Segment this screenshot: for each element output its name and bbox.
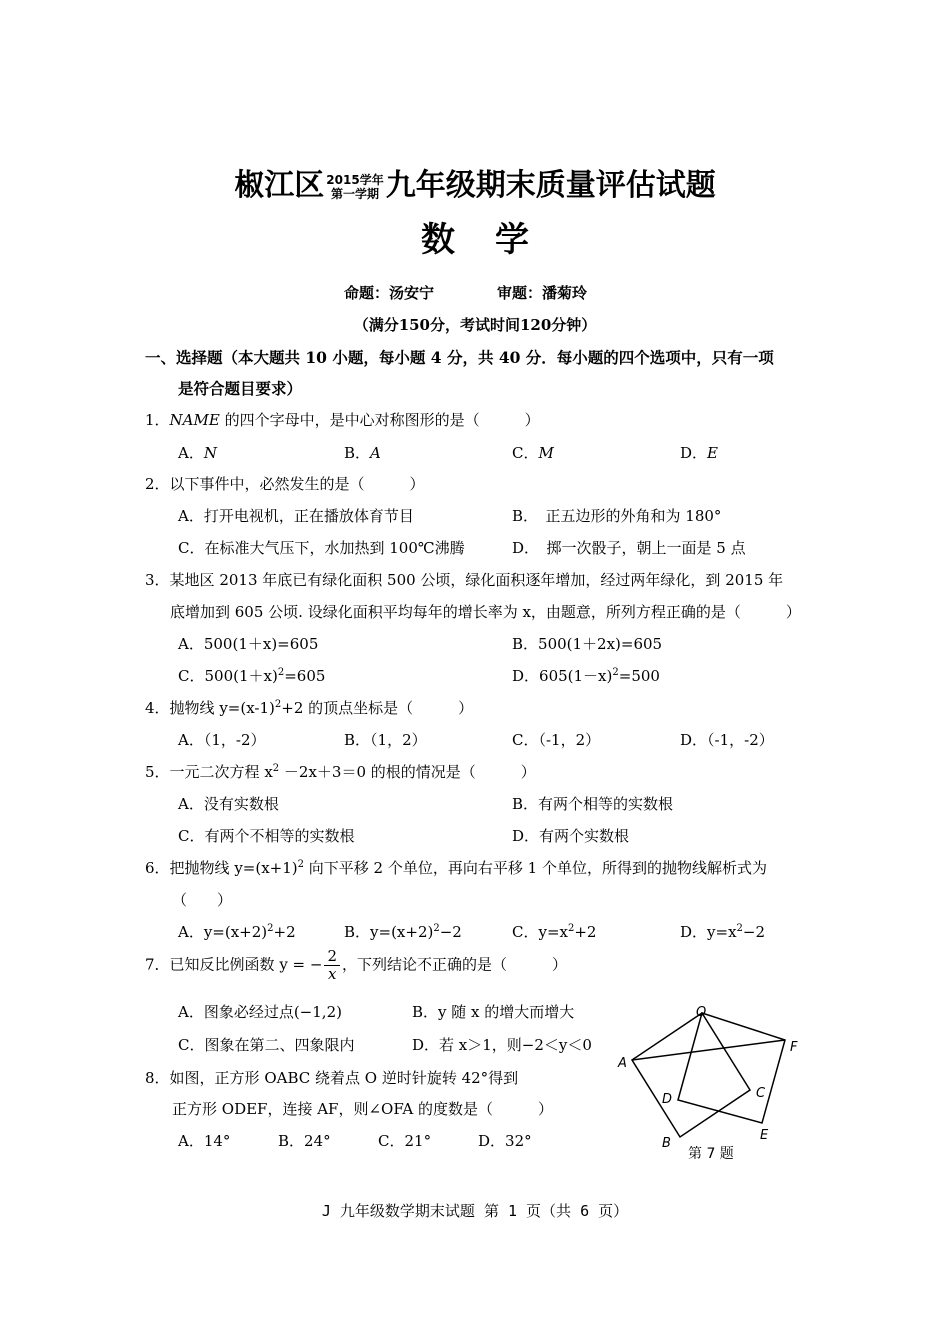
q2-option-d[interactable]: D． 掷一次骰子，朝上一面是 5 点	[512, 539, 746, 557]
q5-option-c[interactable]: C．有两个不相等的实数根	[178, 827, 355, 845]
option-text: D．y=x	[680, 923, 737, 941]
q8-option-c[interactable]: C．21°	[378, 1132, 432, 1150]
fraction-numerator: 2	[324, 948, 340, 966]
q2-option-a[interactable]: A．打开电视机，正在播放体育节目	[178, 507, 414, 525]
q3-text: 某地区 2013 年底已有绿化面积 500 公顷，绿化面积逐年增加，经过两年绿化，到 2015 年	[169, 571, 784, 589]
option-text: =500	[618, 667, 660, 685]
exponent: 2	[277, 667, 285, 678]
q5-number: 5．	[145, 763, 170, 781]
q7-stem	[145, 948, 567, 983]
q2-number: 2．	[145, 475, 170, 493]
option-letter: B．	[344, 444, 371, 462]
q6-number: 6．	[145, 859, 170, 877]
segment-af	[632, 1040, 785, 1060]
exponent: 2	[736, 923, 743, 934]
square-odef	[678, 1013, 785, 1123]
q7-option-c[interactable]: C．图象在第二、四象限内	[178, 1036, 355, 1054]
q4-option-a[interactable]: A．（1，-2）	[178, 731, 266, 749]
square-oabc	[632, 1013, 750, 1137]
q1-option-c[interactable]	[512, 442, 554, 463]
q5-option-a[interactable]: A．没有实数根	[178, 795, 279, 813]
figure-caption: 第 7 题	[688, 1146, 734, 1162]
q3-stem-line1	[145, 569, 783, 590]
option-value: A	[370, 444, 381, 462]
option-letter: D．	[680, 444, 708, 462]
exponent: 2	[274, 699, 282, 710]
q5-text: 一元二次方程 x	[169, 763, 273, 781]
q7-text: 已知反比例函数 y = −	[169, 955, 323, 974]
q7-number: 7．	[145, 955, 170, 974]
label-a: A	[618, 1056, 627, 1071]
term-stack	[326, 173, 383, 201]
exam-info: （满分150分，考试时间120分钟）	[353, 316, 597, 334]
fraction	[324, 948, 340, 983]
subject-title: 数学	[421, 220, 569, 260]
q8-number: 8．	[145, 1069, 170, 1087]
option-text: −2	[439, 923, 462, 941]
q1-option-d[interactable]	[680, 442, 718, 463]
q6-option-c[interactable]	[512, 921, 596, 942]
q3-option-c[interactable]	[178, 665, 325, 686]
exponent: 2	[567, 923, 575, 934]
q1-text: 的四个字母中，是中心对称图形的是（ ）	[219, 411, 540, 429]
option-letter: C．	[512, 444, 539, 462]
q8-stem-line2: 正方形 ODEF，连接 AF，则∠OFA 的度数是（ ）	[172, 1100, 554, 1118]
label-d: D	[662, 1092, 673, 1107]
q4-number: 4．	[145, 699, 170, 717]
label-f: F	[790, 1040, 798, 1055]
q6-option-d[interactable]	[680, 921, 765, 942]
label-b: B	[662, 1136, 671, 1151]
exam-title	[0, 160, 950, 204]
district-name: 椒江区	[234, 168, 325, 203]
q8-text: 如图，正方形 OABC 绕着点 O 逆时针旋转 42°得到	[169, 1069, 519, 1087]
option-text: +2	[574, 923, 597, 941]
q3-number: 3．	[145, 571, 170, 589]
author-label: 命题：汤安宁	[344, 284, 435, 302]
q6-text: 向下平移 2 个单位，再向右平移 1 个单位，所得到的抛物线解析式为	[304, 859, 767, 877]
q3-option-b[interactable]: B．500(1＋2x)=605	[512, 635, 663, 653]
exponent: 2	[297, 859, 305, 870]
q5-text: －2x＋3＝0 的根的情况是（ ）	[279, 763, 536, 781]
section-heading-line2: 是符合题目要求）	[178, 379, 303, 398]
q8-option-b[interactable]: B．24°	[278, 1132, 331, 1150]
option-value: E	[707, 444, 718, 462]
q7-option-b[interactable]: B．y 随 x 的增大而增大	[412, 1003, 575, 1021]
q2-stem	[145, 473, 425, 494]
q5-option-d[interactable]: D．有两个实数根	[512, 827, 630, 845]
q4-text: +2 的顶点坐标是（ ）	[281, 699, 474, 717]
option-text: C．y=x	[512, 923, 568, 941]
exponent: 2	[272, 763, 280, 774]
q8-option-d[interactable]: D．32°	[478, 1132, 532, 1150]
q4-option-c[interactable]: C．（-1，2）	[512, 731, 601, 749]
option-text: B．y=(x+2)	[344, 923, 434, 941]
q8-option-a[interactable]: A．14°	[178, 1132, 231, 1150]
option-text: =605	[284, 667, 326, 685]
fraction-denominator: x	[328, 965, 337, 983]
q4-option-d[interactable]: D．（-1，-2）	[680, 731, 774, 749]
exponent: 2	[433, 923, 440, 934]
q2-option-c[interactable]: C．在标准大气压下，水加热到 100℃沸腾	[178, 539, 465, 557]
option-letter: A．	[178, 444, 204, 462]
q4-option-b[interactable]: B．（1，2）	[344, 731, 427, 749]
q3-option-d[interactable]	[512, 665, 660, 686]
label-e: E	[760, 1128, 769, 1143]
reviewer-label: 审题：潘菊玲	[497, 284, 588, 302]
q1-number: 1．	[145, 411, 170, 429]
option-text: A．y=(x+2)	[178, 923, 268, 941]
q5-option-b[interactable]: B．有两个相等的实数根	[512, 795, 674, 813]
q1-option-a[interactable]	[178, 442, 217, 463]
option-text: −2	[742, 923, 766, 941]
q1-word: NAME	[169, 411, 220, 429]
exam-name: 九年级期末质量评估试题	[385, 168, 716, 203]
q8-stem-line1	[145, 1067, 518, 1088]
q6-stem	[145, 857, 767, 878]
option-value: M	[538, 444, 554, 462]
option-text: D．605(1－x)	[512, 667, 613, 685]
q1-option-b[interactable]	[344, 442, 381, 463]
exponent: 2	[267, 923, 274, 934]
q7-option-d[interactable]: D．若 x＞1，则−2＜y＜0	[412, 1036, 592, 1054]
label-c: C	[756, 1086, 766, 1101]
section-heading-line1: 一、选择题（本大题共 10 小题，每小题 4 分，共 40 分．每小题的四个选项中，只有一项	[145, 348, 774, 367]
option-text: +2	[273, 923, 296, 941]
q2-option-b[interactable]: B． 正五边形的外角和为 180°	[512, 507, 722, 525]
q6-answer-paren: （ ）	[172, 891, 233, 909]
page-footer: J 九年级数学期末试题 第 1 页（共 6 页）	[321, 1202, 629, 1220]
option-text: C．500(1＋x)	[178, 667, 278, 685]
q4-text: 抛物线 y=(x-1)	[169, 699, 275, 717]
q3-option-a[interactable]: A．500(1＋x)=605	[178, 635, 319, 653]
q3-stem-line2: 底增加到 605 公顷. 设绿化面积平均每年的增长率为 x，由题意，所列方程正确的是（ ）	[170, 603, 801, 621]
q2-text: 以下事件中，必然发生的是（ ）	[169, 475, 425, 493]
q6-text: 把抛物线 y=(x+1)	[169, 859, 298, 877]
term-year: 2015学年	[326, 172, 384, 187]
q7-option-a[interactable]: A．图象必经过点(−1,2)	[178, 1003, 342, 1021]
q5-stem	[145, 761, 536, 782]
q6-option-a[interactable]	[178, 921, 296, 942]
q1-stem	[145, 409, 540, 430]
q4-stem	[145, 697, 473, 718]
exponent: 2	[612, 667, 619, 678]
term-semester: 第一学期	[330, 186, 379, 201]
q7-text: ，下列结论不正确的是（ ）	[342, 955, 568, 974]
q6-option-b[interactable]	[344, 921, 462, 942]
option-value: N	[203, 444, 217, 462]
label-o: O	[696, 1005, 707, 1020]
